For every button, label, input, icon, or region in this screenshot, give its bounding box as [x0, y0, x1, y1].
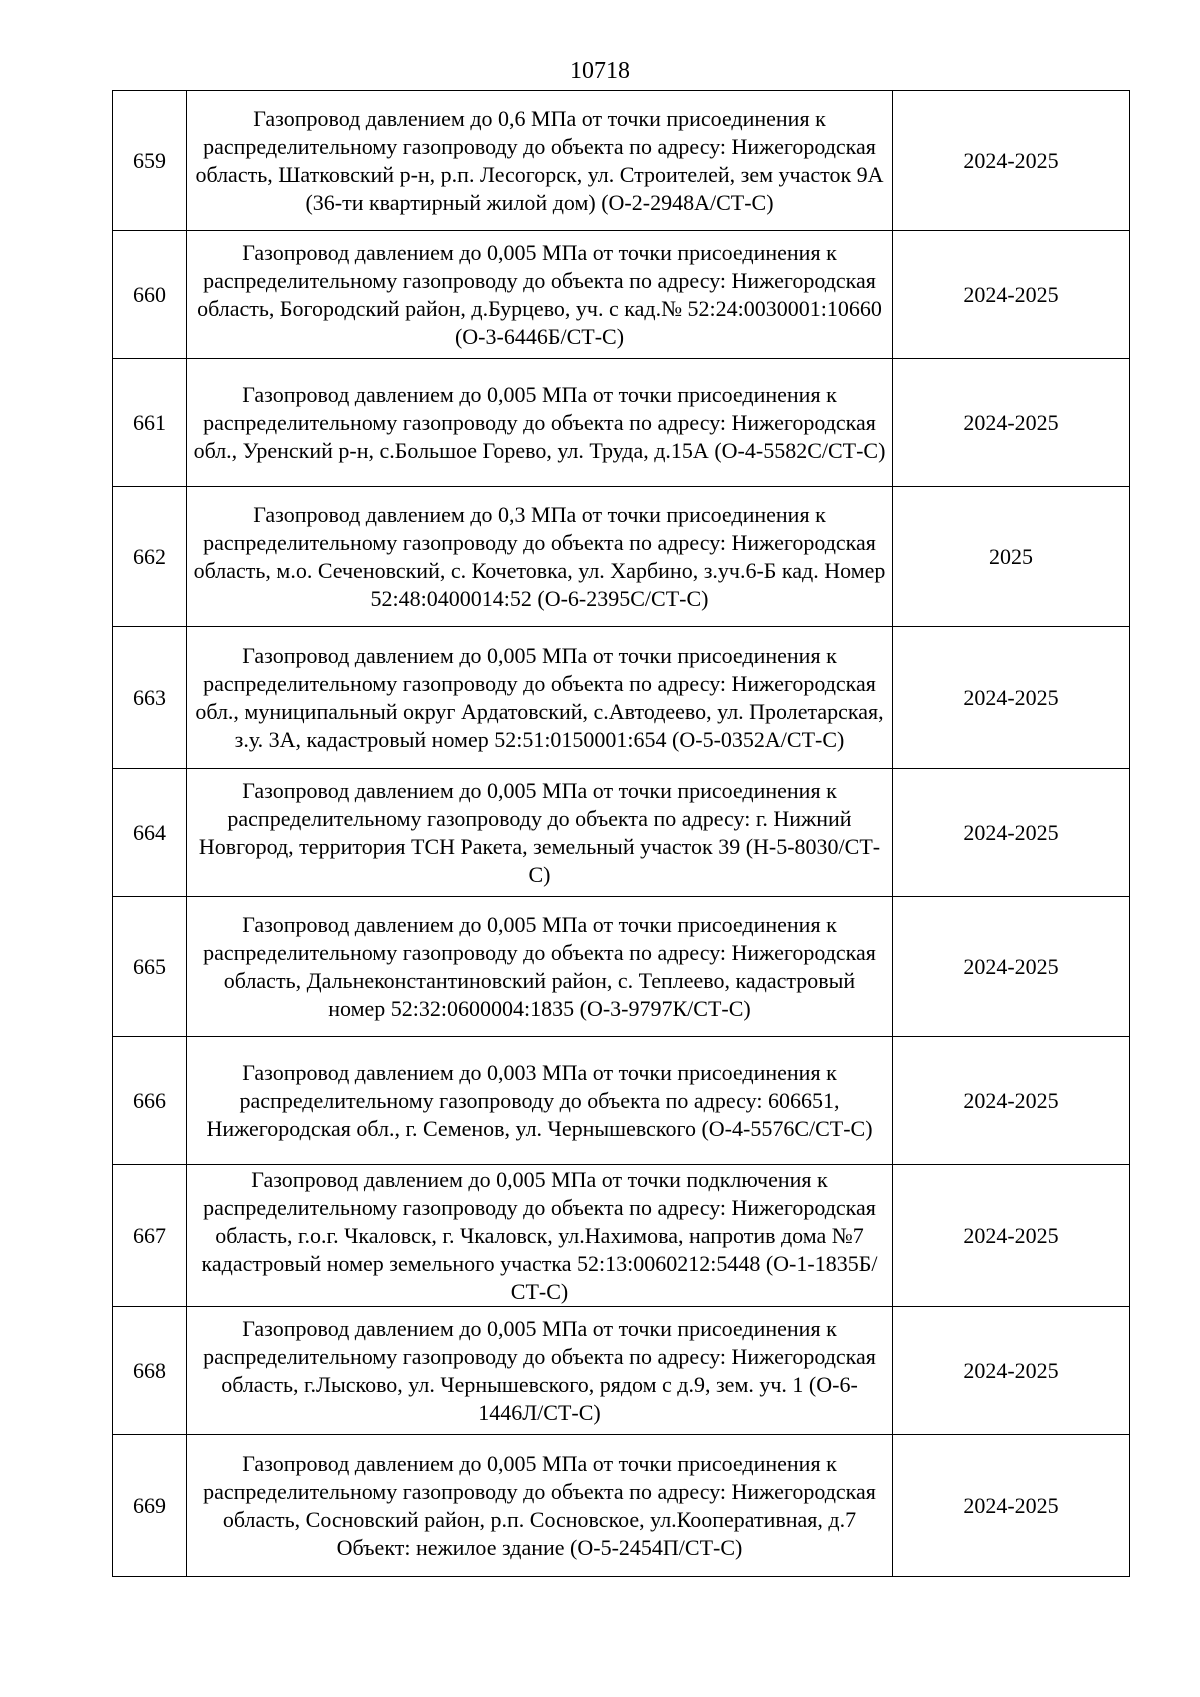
row-number: 662 — [113, 487, 187, 627]
object-description: Газопровод давлением до 0,005 МПа от точки присоединения к распределительному газопроводу до объекта по адресу: Нижегородская область, Богородский район, д.Бурцево, уч. с кад.№ 52:24:0030001:10660 (О-3-6446Б/СТ-С) — [187, 231, 893, 359]
table-row — [113, 359, 1130, 487]
row-number: 659 — [113, 91, 187, 231]
object-description: Газопровод давлением до 0,3 МПа от точки присоединения к распределительному газопроводу до объекта по адресу: Нижегородская область, м.о. Сеченовский, с. Кочетовка, ул. Харбино, з.уч.6-Б кад. Номер 52:48:0400014:52 (О-6-2395С/СТ-С) — [187, 487, 893, 627]
construction-period: 2024-2025 — [893, 231, 1130, 359]
object-description: Газопровод давлением до 0,005 МПа от точки присоединения к распределительному газопроводу до объекта по адресу: Нижегородская обл., Уренский р-н, с.Большое Горево, ул. Труда, д.15А (О-4-5582С/СТ-С) — [187, 359, 893, 487]
row-number: 667 — [113, 1165, 187, 1307]
construction-period: 2024-2025 — [893, 1037, 1130, 1165]
row-number: 666 — [113, 1037, 187, 1165]
construction-period: 2024-2025 — [893, 1435, 1130, 1577]
table-row — [113, 627, 1130, 769]
table-row — [113, 1435, 1130, 1577]
row-number: 661 — [113, 359, 187, 487]
object-description: Газопровод давлением до 0,6 МПа от точки присоединения к распределительному газопроводу до объекта по адресу: Нижегородская область, Шатковский р-н, р.п. Лесогорск, ул. Строителей, зем участок 9А (36-ти квартирный жилой дом) (О-2-2948А/СТ-С) — [187, 91, 893, 231]
table-row — [113, 231, 1130, 359]
construction-period: 2025 — [893, 487, 1130, 627]
row-number: 660 — [113, 231, 187, 359]
row-number: 663 — [113, 627, 187, 769]
object-description: Газопровод давлением до 0,005 МПа от точки присоединения к распределительному газопроводу до объекта по адресу: Нижегородская область, Сосновский район, р.п. Сосновское, ул.Кооперативная, д.7 Объект: нежилое здание (О-5-2454П/СТ-С) — [187, 1435, 893, 1577]
object-description: Газопровод давлением до 0,005 МПа от точки присоединения к распределительному газопроводу до объекта по адресу: г. Нижний Новгород, территория ТСН Ракета, земельный участок 39 (Н-5-8030/СТ-С) — [187, 769, 893, 897]
gas-pipeline-table — [112, 90, 1130, 1577]
object-description: Газопровод давлением до 0,005 МПа от точки подключения к распределительному газопроводу до объекта по адресу: Нижегородская область, г.о.г. Чкаловск, г. Чкаловск, ул.Нахимова, напротив дома №7 кадастровый номер земельного участка 52:13:0060212:5448 (О-1-1835Б/СТ-С) — [187, 1165, 893, 1307]
construction-period: 2024-2025 — [893, 1307, 1130, 1435]
object-description: Газопровод давлением до 0,005 МПа от точки присоединения к распределительному газопроводу до объекта по адресу: Нижегородская область, Дальнеконстантиновский район, с. Теплеево, кадастровый номер 52:32:0600004:1835 (О-3-9797К/СТ-С) — [187, 897, 893, 1037]
row-number: 668 — [113, 1307, 187, 1435]
construction-period: 2024-2025 — [893, 91, 1130, 231]
table-row — [113, 1037, 1130, 1165]
construction-period: 2024-2025 — [893, 1165, 1130, 1307]
table-row — [113, 487, 1130, 627]
row-number: 665 — [113, 897, 187, 1037]
table-row — [113, 1165, 1130, 1307]
table-row — [113, 1307, 1130, 1435]
construction-period: 2024-2025 — [893, 627, 1130, 769]
object-description: Газопровод давлением до 0,005 МПа от точки присоединения к распределительному газопроводу до объекта по адресу: Нижегородская обл., муниципальный округ Ардатовский, с.Автодеево, ул. Пролетарская, з.у. 3А, кадастровый номер 52:51:0150001:654 (О-5-0352А/СТ-С) — [187, 627, 893, 769]
row-number: 664 — [113, 769, 187, 897]
construction-period: 2024-2025 — [893, 359, 1130, 487]
table-row — [113, 769, 1130, 897]
row-number: 669 — [113, 1435, 187, 1577]
construction-period: 2024-2025 — [893, 897, 1130, 1037]
table-row — [113, 91, 1130, 231]
construction-period: 2024-2025 — [893, 769, 1130, 897]
object-description: Газопровод давлением до 0,005 МПа от точки присоединения к распределительному газопроводу до объекта по адресу: Нижегородская область, г.Лысково, ул. Чернышевского, рядом с д.9, зем. уч. 1 (О-6-1446Л/СТ-С) — [187, 1307, 893, 1435]
page-number: 10718 — [570, 58, 630, 84]
table-row — [113, 897, 1130, 1037]
object-description: Газопровод давлением до 0,003 МПа от точки присоединения к распределительному газопроводу до объекта по адресу: 606651, Нижегородская обл., г. Семенов, ул. Чернышевского (О-4-5576С/СТ-С) — [187, 1037, 893, 1165]
